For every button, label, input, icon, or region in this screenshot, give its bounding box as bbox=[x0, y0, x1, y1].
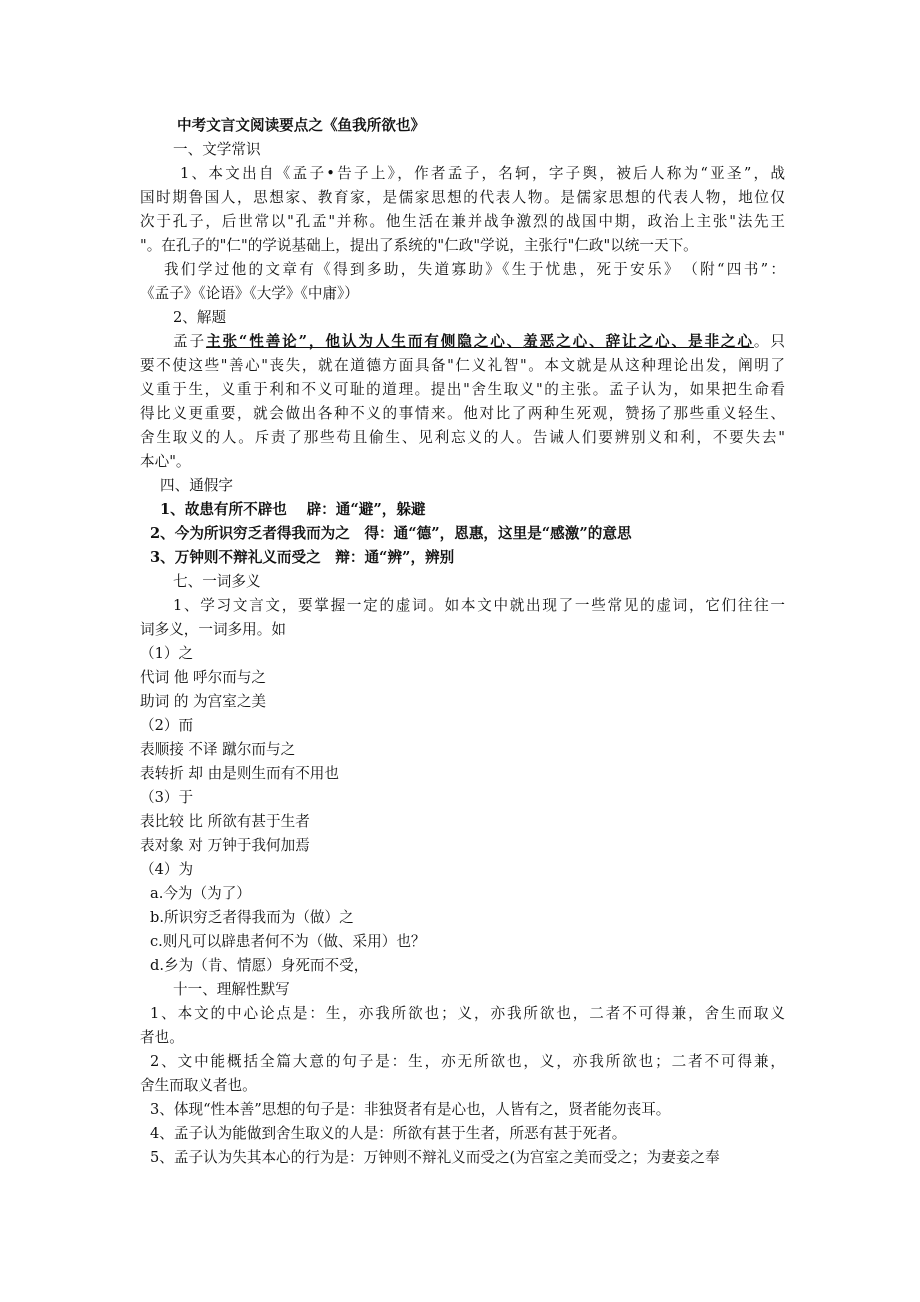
word-entry: （1）之 bbox=[140, 645, 194, 662]
word-usage: 助词 的 为宫室之美 bbox=[140, 693, 267, 710]
word-usage: 表转折 却 由是则生而有不用也 bbox=[140, 765, 339, 782]
document-title: 中考文言文阅读要点之《鱼我所欲也》 bbox=[177, 117, 426, 134]
paragraph-line: 我们学过他的文章有《得到多助，失道寡助》《生于忧患，死于安乐》 （附“四书”： bbox=[164, 261, 785, 278]
loan-character-item: 2、今为所识穷乏者得我而为之 得：通“德”，恩惠，这里是“感激”的意思 bbox=[150, 525, 632, 542]
word-usage: b.所识穷乏者得我而为（做）之 bbox=[150, 909, 354, 926]
paragraph-line: 《孟子》《论语》《大学》《中庸》） bbox=[140, 285, 359, 302]
dictation-item: 1、本文的中心论点是：生，亦我所欲也；义，亦我所欲也，二者不可得兼，舍生而取义 bbox=[150, 1005, 785, 1022]
paragraph-line: 舍生取义的人。斥责了那些苟且偷生、见利忘义的人。告诫人们要辨别义和利，不要失去" bbox=[140, 429, 785, 446]
paragraph-line: 义重于生，义重于利和不义可耻的道理。提出"舍生取义"的主张。孟子认为，如果把生命看 bbox=[140, 381, 785, 398]
paragraph-line: 词多义，一词多用。如 bbox=[140, 621, 286, 638]
dictation-item: 者也。 bbox=[140, 1029, 184, 1046]
dictation-item: 4、孟子认为能做到舍生取义的人是：所欲有甚于生者，所恶有甚于死者。 bbox=[150, 1125, 627, 1142]
word-usage: 表对象 对 万钟于我何加焉 bbox=[140, 837, 310, 854]
word-entry: （2）而 bbox=[140, 717, 194, 734]
paragraph-line: 1、本文出自《孟子•告子上》，作者孟子，名轲，字子舆，被后人称为“亚圣”，战 bbox=[180, 165, 785, 182]
section-heading-polysemy: 七、一词多义 bbox=[173, 573, 261, 590]
word-usage: c.则凡可以辟患者何不为（做、采用）也？ bbox=[150, 933, 426, 950]
paragraph-line: "。在孔子的"仁"的学说基础上，提出了系统的"仁政"学说，主张行"仁政"以统一天下。 bbox=[140, 237, 698, 254]
dictation-item: 2、文中能概括全篇大意的句子是：生，亦无所欲也，义，亦我所欲也；二者不可得兼， bbox=[150, 1053, 785, 1070]
dictation-item: 舍生而取义者也。 bbox=[140, 1077, 257, 1094]
emphasized-thesis: 主张“性善论”，他认为人生而有侧隐之心、羞恶之心、辞让之心、是非之心 bbox=[205, 333, 754, 350]
section-heading-dictation: 十一、理解性默写 bbox=[173, 981, 290, 998]
paragraph-line: 要不使这些"善心"丧失，就在道德方面具备"仁义礼智"。本文就是从这种理论出发，阐明了 bbox=[140, 357, 785, 374]
paragraph-lead: 孟子 bbox=[173, 333, 206, 350]
word-usage: 表顺接 不译 蹴尔而与之 bbox=[140, 741, 296, 758]
paragraph-line: 本心"。 bbox=[140, 453, 191, 470]
word-usage: 代词 他 呼尔而与之 bbox=[140, 669, 267, 686]
loan-character-item: 3、万钟则不辩礼义而受之 辩：通“辨”，辨别 bbox=[150, 549, 455, 566]
word-entry: （4）为 bbox=[140, 861, 194, 878]
section-heading-loan-characters: 四、通假字 bbox=[160, 477, 233, 494]
paragraph-line: 得比义更重要，就会做出各种不义的事情来。他对比了两种生死观，赞扬了那些重义轻生、 bbox=[140, 405, 785, 422]
paragraph-tail: 。只 bbox=[753, 333, 785, 350]
word-usage: d.乡为（肯、情愿）身死而不受， bbox=[150, 957, 369, 974]
paragraph-line bbox=[173, 330, 785, 354]
paragraph-line: 1、学习文言文，要掌握一定的虚词。如本文中就出现了一些常见的虚词，它们往往一 bbox=[173, 597, 785, 614]
word-usage: a.今为（为了） bbox=[150, 885, 251, 902]
word-usage: 表比较 比 所欲有甚于生者 bbox=[140, 813, 310, 830]
paragraph-line: 国时期鲁国人，思想家、教育家，是儒家思想的代表人物。是儒家思想的代表人物，地位仅 bbox=[140, 189, 785, 206]
dictation-item: 5、孟子认为失其本心的行为是：万钟则不辩礼义而受之(为宫室之美而受之；为妻妾之奉 bbox=[150, 1149, 720, 1166]
section-heading-title-explanation: 2、解题 bbox=[173, 309, 227, 326]
dictation-item: 3、体现“性本善”思想的句子是：非独贤者有是心也，人皆有之，贤者能勿丧耳。 bbox=[150, 1101, 671, 1118]
loan-character-item: 1、故患有所不辟也 辟：通“避”，躲避 bbox=[160, 501, 426, 518]
paragraph-line: 次于孔子，后世常以"孔孟"并称。他生活在兼并战争激烈的战国中期，政治上主张"法先王 bbox=[140, 213, 785, 230]
section-heading-literary-knowledge: 一、文学常识 bbox=[173, 141, 261, 158]
word-entry: （3）于 bbox=[140, 789, 194, 806]
